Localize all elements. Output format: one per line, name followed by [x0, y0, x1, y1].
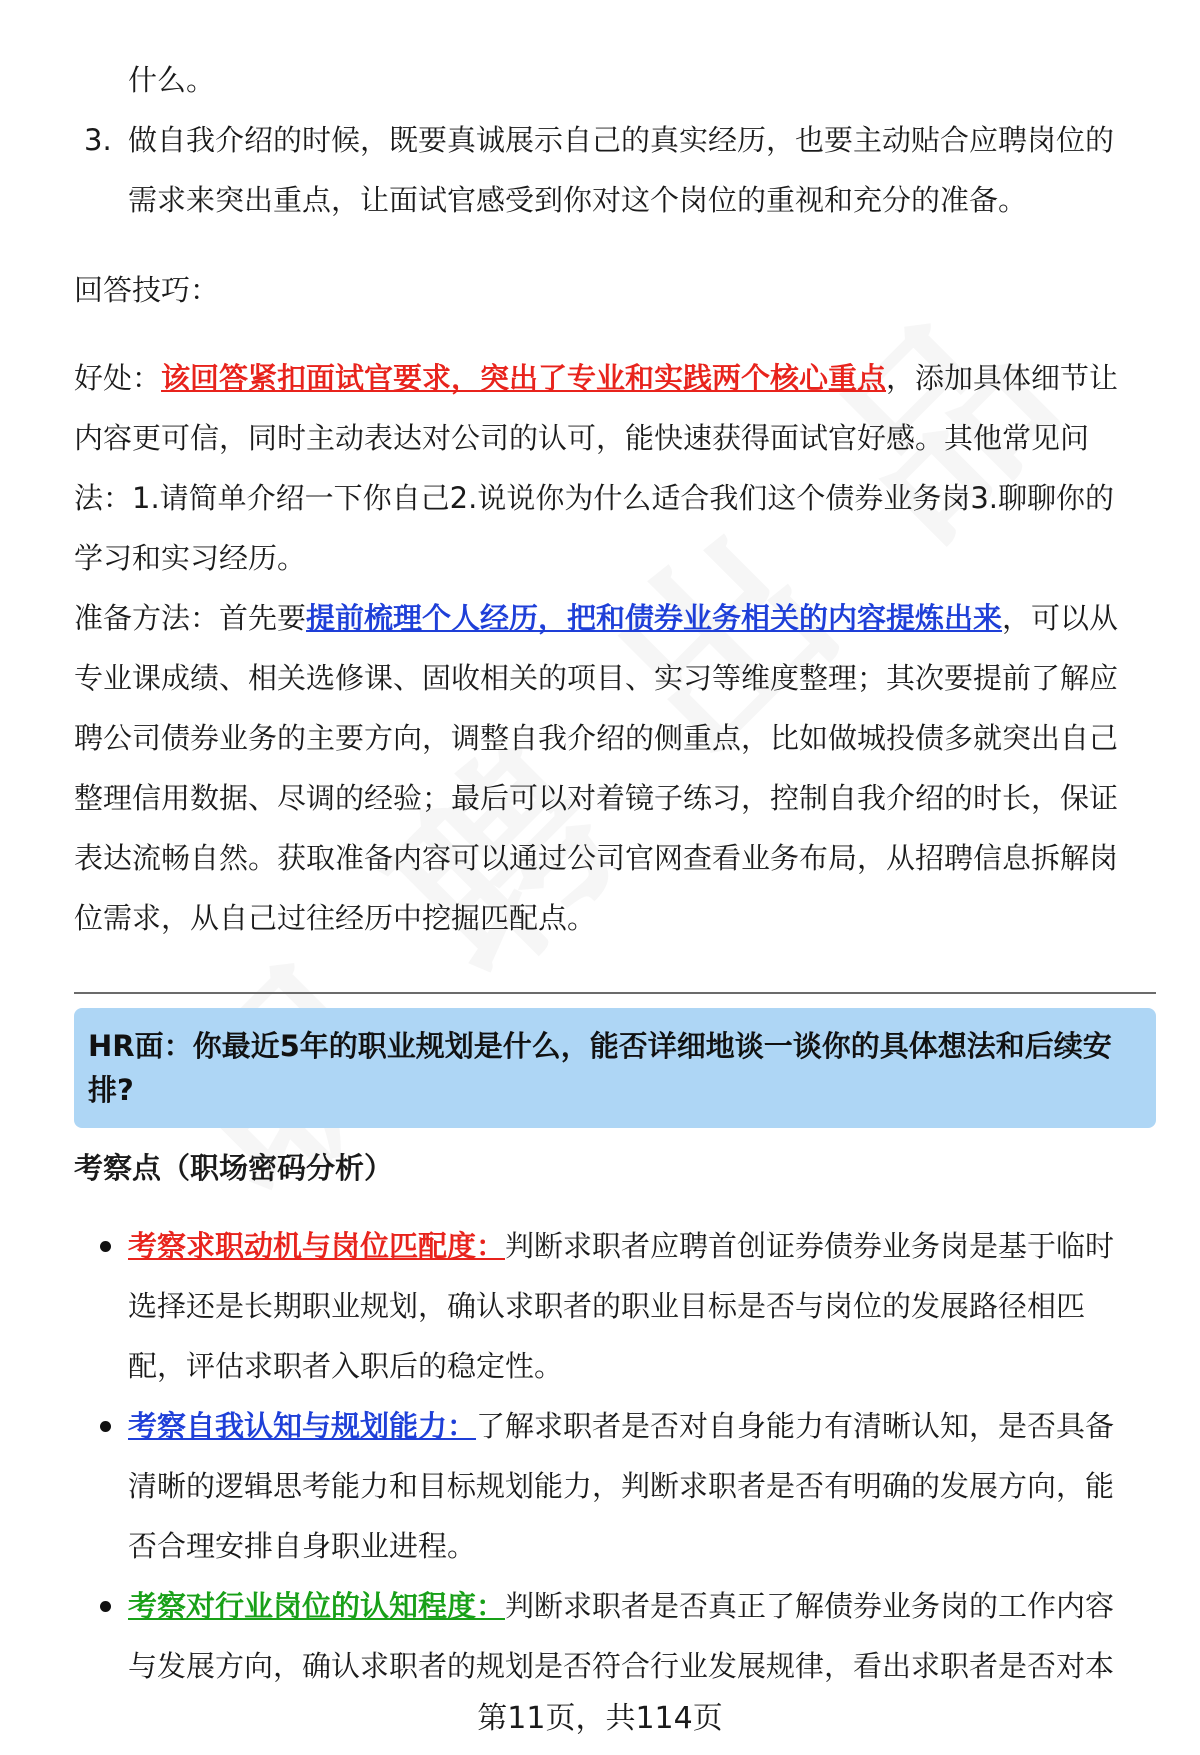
bullet-dot [100, 1241, 111, 1252]
bullet1-label: 考察求职动机与岗位匹配度： [128, 1229, 506, 1263]
bullet-dot [100, 1421, 111, 1432]
benefit-line4: 学习和实习经历。 [74, 541, 307, 575]
bullet2-line3: 否合理安排自身职业进程。 [128, 1529, 477, 1563]
prep-line5: 表达流畅自然。获取准备内容可以通过公司官网查看业务布局，从招聘信息拆解岗 [74, 841, 1119, 875]
benefit-line2: 内容更可信，同时主动表达对公司的认可，能快速获得面试官好感。其他常见问 [74, 421, 1090, 455]
item3-line2: 需求来突出重点，让面试官感受到你对这个岗位的重视和充分的准备。 [128, 183, 1028, 217]
bullet3-label: 考察对行业岗位的认知程度： [128, 1589, 506, 1623]
bullet3-text: 判断求职者是否真正了解债券业务岗的工作内容 [505, 1589, 1115, 1623]
prep-line3: 聘公司债券业务的主要方向，调整自我介绍的侧重点，比如做城投债多就突出自己 [74, 721, 1119, 755]
bullet1-line1 [128, 1216, 1144, 1276]
question-line2: 排? [88, 1073, 134, 1107]
section-title: 考察点（职场密码分析） [74, 1151, 394, 1185]
prep-line6: 位需求，从自己过往经历中挖掘匹配点。 [74, 901, 597, 935]
item3-number: 3. [84, 123, 112, 157]
prep-highlight: 提前梳理个人经历，把和债券业务相关的内容提炼出来 [306, 601, 1003, 635]
bullet2-line2: 清晰的逻辑思考能力和目标规划能力，判断求职者是否有明确的发展方向，能 [128, 1469, 1115, 1503]
question-box [74, 1008, 1156, 1128]
benefit-rest: ，添加具体细节让 [886, 361, 1119, 395]
bullet2-label: 考察自我认知与规划能力： [128, 1409, 477, 1443]
benefit-highlight: 该回答紧扣面试官要求，突出了专业和实践两个核心重点 [161, 361, 887, 395]
divider [74, 992, 1156, 994]
bullet2-text: 了解求职者是否对自身能力有清晰认知，是否具备 [476, 1409, 1115, 1443]
bullet3-line2: 与发展方向，确认求职者的规划是否符合行业发展规律，看出求职者是否对本 [128, 1649, 1115, 1683]
bullet1-line2: 选择还是长期职业规划，确认求职者的职业目标是否与岗位的发展路径相匹 [128, 1289, 1086, 1323]
benefit-line3: 法：1.请简单介绍一下你自己2.说说你为什么适合我们这个债券业务岗3.聊聊你的 [74, 481, 1115, 515]
bullet1-text: 判断求职者应聘首创证券债券业务岗是基于临时 [505, 1229, 1115, 1263]
prep-rest: ，可以从 [1002, 601, 1119, 635]
benefit-label: 好处： [74, 361, 162, 395]
bullet-dot [100, 1601, 111, 1612]
item2-tail: 什么。 [128, 63, 216, 97]
tips-heading: 回答技巧： [74, 273, 220, 307]
prep-label: 准备方法：首先要 [74, 601, 307, 635]
prep-line1 [74, 588, 1144, 648]
item3-line1: 做自我介绍的时候，既要真诚展示自己的真实经历，也要主动贴合应聘岗位的 [128, 123, 1115, 157]
prep-line4: 整理信用数据、尽调的经验；最后可以对着镜子练习，控制自我介绍的时长，保证 [74, 781, 1119, 815]
bullet2-line1 [128, 1396, 1144, 1456]
bullet3-line1 [128, 1576, 1144, 1636]
benefit-line1 [74, 348, 1144, 408]
bullet1-line3: 配，评估求职者入职后的稳定性。 [128, 1349, 564, 1383]
prep-line2: 专业课成绩、相关选修课、固收相关的项目、实习等维度整理；其次要提前了解应 [74, 661, 1119, 695]
question-line1: HR面：你最近5年的职业规划是什么，能否详细地谈一谈你的具体想法和后续安 [88, 1029, 1112, 1063]
page-footer: 第11页，共114页 [477, 1701, 723, 1736]
